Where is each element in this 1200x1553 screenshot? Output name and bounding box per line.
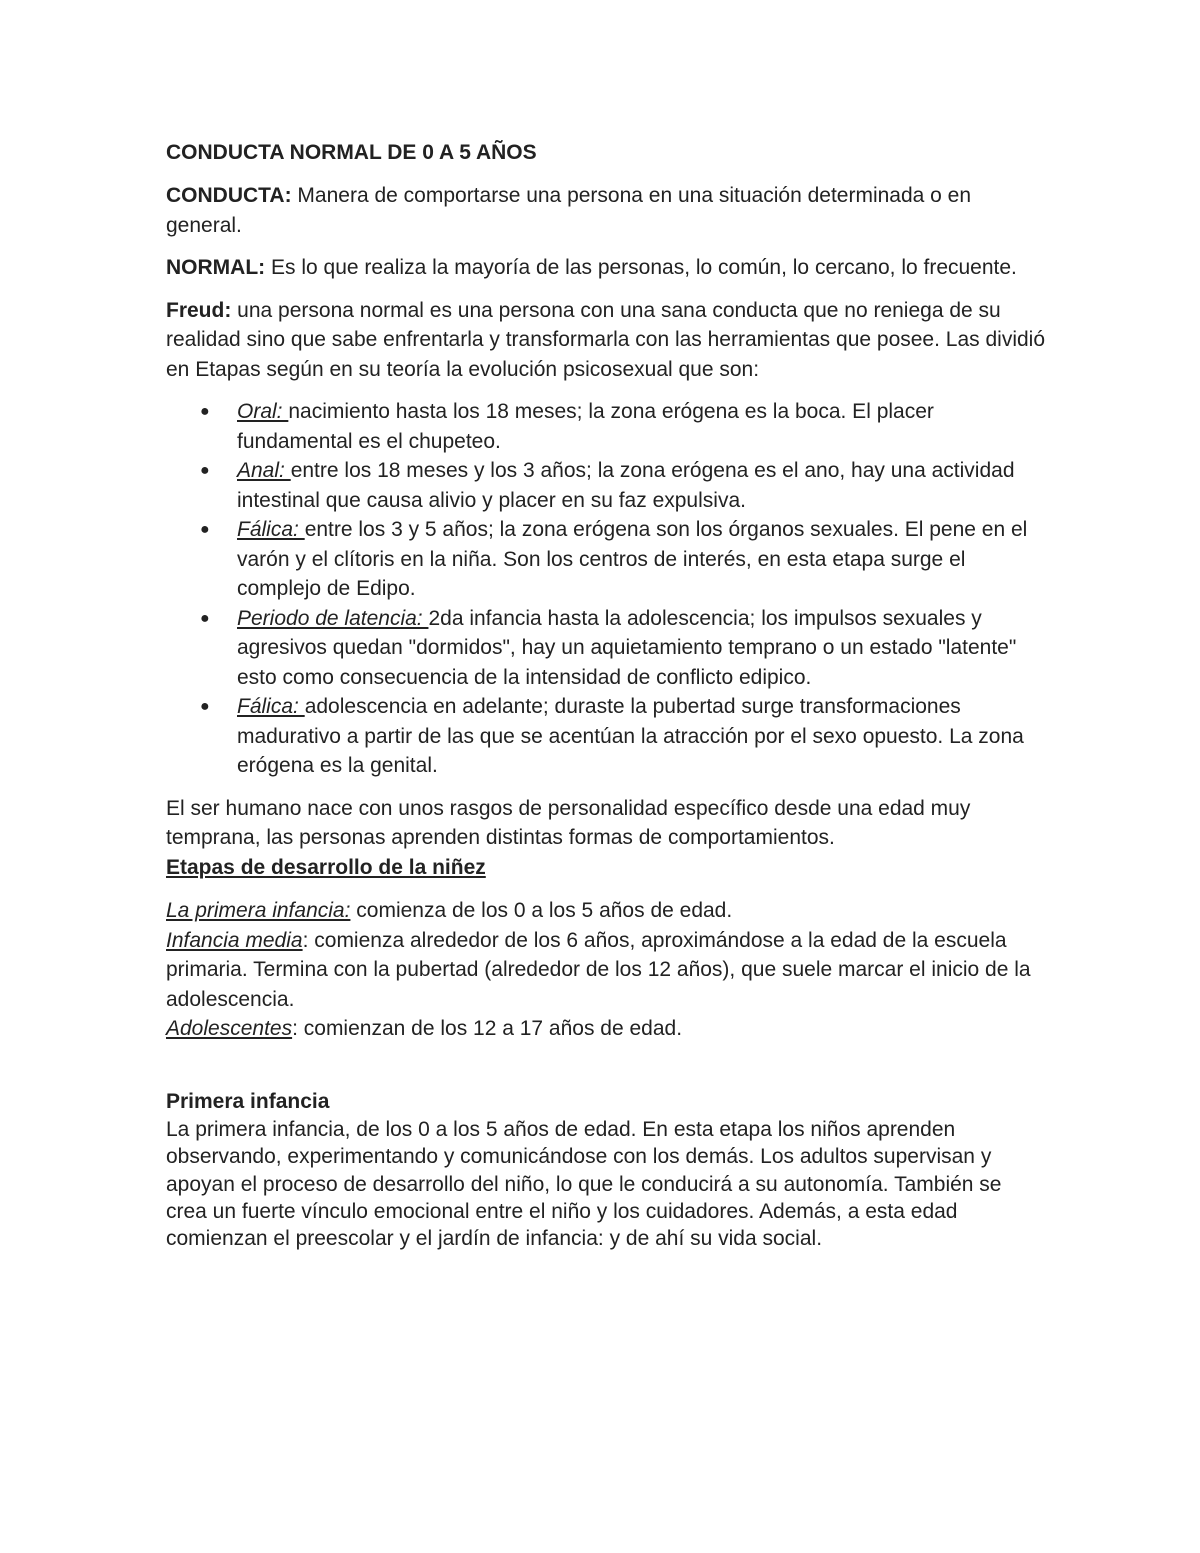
definition-freud	[166, 296, 1046, 385]
bullet-icon: ●	[200, 698, 210, 715]
list-item-falica	[200, 515, 1046, 604]
section-heading: Etapas de desarrollo de la niñez	[166, 855, 486, 879]
definition-text: una persona normal es una persona con una sana conducta que no reniega de su realidad sino que sabe enfrentarla y transformarla con las herramientas que posee. Las dividió en Etapas según en su teoría la evolución psicosexual que son:	[166, 298, 1046, 381]
stage-name: Fálica:	[237, 695, 305, 718]
period-infancia-media	[166, 926, 1046, 1015]
stage-name: Fálica:	[237, 518, 305, 541]
bullet-icon: ●	[200, 609, 210, 627]
definition-term: CONDUCTA:	[166, 184, 292, 207]
period-adolescentes	[166, 1014, 1046, 1044]
stage-name: Oral:	[237, 400, 289, 423]
bullet-icon: ●	[200, 521, 210, 538]
stage-text: entre los 3 y 5 años; la zona erógena son los órganos sexuales. El pene en el varón y el clítoris en la niña. Son los centros de interés, en esta etapa surge el complejo de Edipo.	[237, 518, 1028, 600]
period-primera-infancia	[166, 896, 1046, 926]
bullet-icon: ●	[200, 403, 210, 420]
period-text: : comienza alrededor de los 6 años, aproximándose a la edad de la escuela primaria. Termina con la pubertad (alrededor de los 12 años), que suele marcar el inicio de la adolescencia.	[166, 928, 1031, 1011]
definition-term: NORMAL:	[166, 256, 266, 279]
stage-text: adolescencia en adelante; duraste la pubertad surge transformaciones madurativo a partir de las que se acentúan la atracción por el sexo opuesto. La zona erógena es la genital.	[237, 695, 1024, 777]
definition-normal	[166, 253, 1046, 283]
subsection-body: La primera infancia, de los 0 a los 5 años de edad. En esta etapa los niños aprenden observando, experimentando y comunicándose con los demás. Los adultos supervisan y apoyan el proceso de desarrollo del niño, lo que le conducirá a su autonomía. También se crea un fuerte vínculo emocional entre el niño y los cuidadores. Además, a esta edad comienzan el preescolar y el jardín de infancia: y de ahí su vida social.	[166, 1118, 1002, 1251]
document-page	[166, 138, 1046, 1252]
list-item-latencia	[200, 604, 1046, 693]
period-text: comienza de los 0 a los 5 años de edad.	[350, 899, 733, 922]
closing-paragraph: El ser humano nace con unos rasgos de personalidad específico desde una edad muy temprana, las personas aprenden distintas formas de comportamientos.	[166, 796, 971, 849]
list-item-anal	[200, 456, 1046, 515]
stage-name: Anal:	[237, 459, 291, 482]
definition-term: Freud:	[166, 298, 232, 322]
subsection-heading: Primera infancia	[166, 1089, 330, 1113]
bullet-icon: ●	[200, 462, 210, 479]
development-periods	[166, 896, 1046, 1044]
psychosexual-stages-list	[166, 397, 1046, 781]
definition-conducta	[166, 181, 1046, 240]
period-name: Infancia media	[166, 928, 303, 952]
stage-text: 2da infancia hasta la adolescencia; los impulsos sexuales y agresivos quedan "dormidos", hay un aquietamiento temprano o un estado "latente" esto como consecuencia de la intensidad de conflicto edipico.	[237, 606, 1017, 689]
stage-name: Periodo de latencia:	[237, 606, 429, 630]
period-text: : comienzan de los 12 a 17 años de edad.	[292, 1017, 683, 1040]
list-item-falica-2	[200, 692, 1046, 781]
stage-text: entre los 18 meses y los 3 años; la zona erógena es el ano, hay una actividad intestinal que causa alivio y placer en su faz expulsiva.	[237, 459, 1015, 512]
definition-text: Manera de comportarse una persona en una situación determinada o en general.	[166, 184, 972, 237]
period-name: La primera infancia:	[166, 899, 351, 922]
definition-text: Es lo que realiza la mayoría de las personas, lo común, lo cercano, lo frecuente.	[265, 256, 1017, 279]
spacer	[166, 1044, 1046, 1087]
period-name: Adolescentes	[166, 1017, 293, 1040]
stage-text: nacimiento hasta los 18 meses; la zona erógena es la boca. El placer fundamental es el chupeteo.	[237, 400, 934, 453]
document-title: CONDUCTA NORMAL DE 0 A 5 AÑOS	[166, 141, 537, 164]
list-item-oral	[200, 397, 1046, 456]
